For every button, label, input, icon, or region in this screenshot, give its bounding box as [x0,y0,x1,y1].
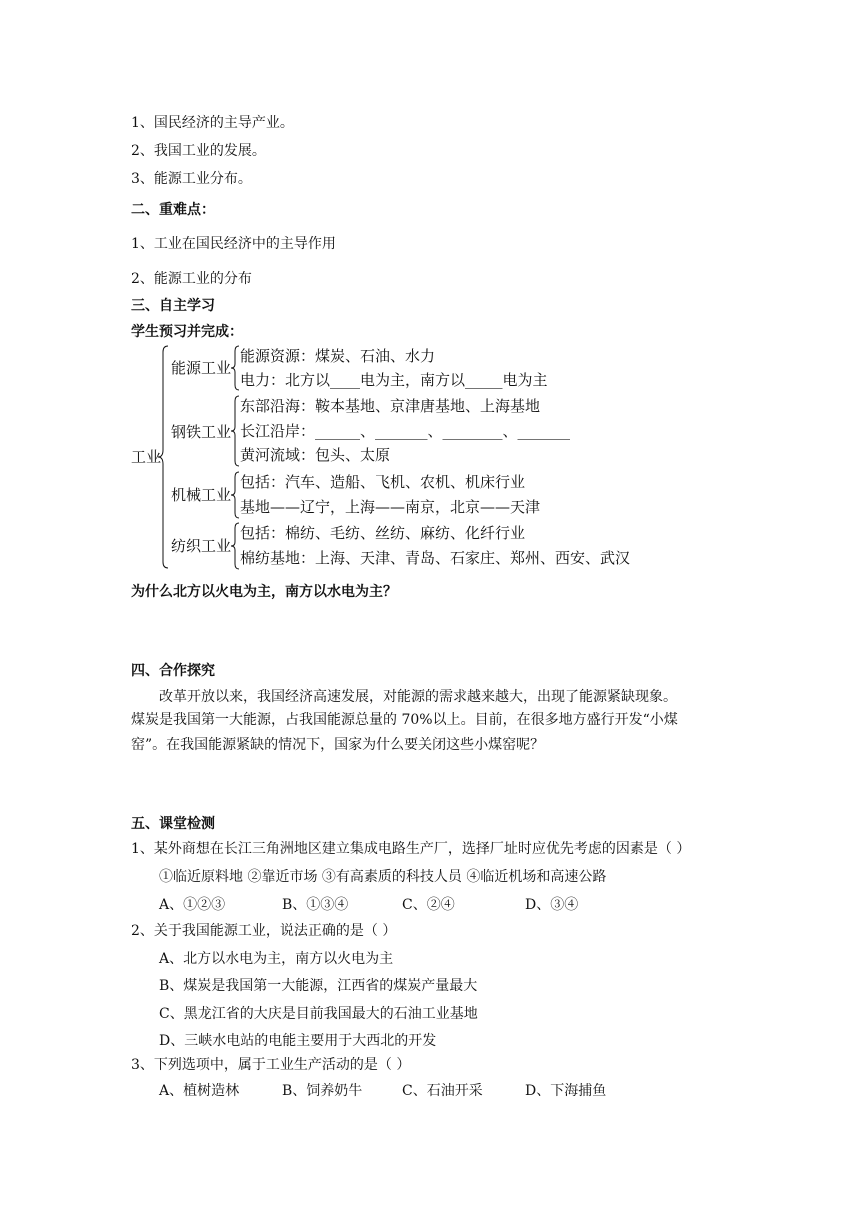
quiz-q3-choice-d: D、下海捕鱼 [525,1083,607,1099]
machinery-line-1: 包括：汽车、造船、飞机、农机、机床行业 [240,473,526,491]
key-point-2: 2、能源工业的分布 [131,271,252,287]
section-heading-key-points: 二、重难点： [131,202,215,218]
quiz-q1-choice-a: A、①②③ [159,897,226,913]
steel-line-1: 东部沿海：鞍本基地、京津唐基地、上海基地 [240,397,541,415]
quiz-q2-choice-a: A、北方以水电为主，南方以火电为主 [159,951,394,967]
focus-item-1: 1、国民经济的主导产业。 [131,115,294,131]
key-point-1: 1、工业在国民经济中的主导作用 [131,236,336,252]
section-heading-self-study: 三、自主学习 [131,298,215,314]
quiz-q1-stem: 1、某外商想在长江三角洲地区建立集成电路生产厂，选择厂址时应优先考虑的因素是（ ） [131,841,691,857]
quiz-q2-choice-d: D、三峡水电站的电能主要用于大西北的开发 [159,1033,437,1049]
focus-item-3: 3、能源工业分布。 [131,171,252,187]
focus-item-2: 2、我国工业的发展。 [131,143,266,159]
group-brace-textile [231,523,240,569]
diagram-root-label: 工业 [131,448,162,466]
steel-line-2: 长江沿岸：______、_______、________、_______ [240,422,571,440]
quiz-q1-options: ①临近原料地 ②靠近市场 ③有高素质的科技人员 ④临近机场和高速公路 [159,869,607,885]
quiz-q3-choice-b: B、饲养奶牛 [282,1083,363,1099]
group-brace-steel [231,396,240,466]
group-brace-machinery [231,472,240,518]
group-brace-energy [231,346,240,390]
quiz-q1-choice-d: D、③④ [525,897,579,913]
quiz-q2-choice-c: C、黑龙江省的大庆是目前我国最大的石油工业基地 [159,1006,478,1022]
section-heading-quiz: 五、课堂检测 [131,816,215,832]
quiz-q2-stem: 2、关于我国能源工业，说法正确的是（ ） [131,923,397,939]
quiz-q3-choice-a: A、植树造林 [159,1083,240,1099]
quiz-q1-choice-c: C、②④ [402,897,455,913]
section-heading-cooperative: 四、合作探究 [131,663,215,679]
textile-line-1: 包括：棉纺、毛纺、丝纺、麻纺、化纤行业 [240,524,526,542]
quiz-q2-choice-b: B、煤炭是我国第一大能源，江西省的煤炭产量最大 [159,978,478,994]
cooperative-para-line-2: 煤炭是我国第一大能源，占我国能源总量的 70%以上。目前，在很多地方盛行开发“小煤 [131,712,678,728]
discussion-question: 为什么北方以火电为主，南方以水电为主？ [131,584,397,600]
cooperative-para-line-3: 窑”。在我国能源紧缺的情况下，国家为什么要关闭这些小煤窑呢？ [131,737,545,753]
machinery-line-2: 基地——辽宁，上海——南京，北京——天津 [240,498,541,516]
energy-line-2: 电力：北方以____电为主，南方以_____电为主 [240,371,548,389]
cooperative-para-line-1: 改革开放以来，我国经济高速发展，对能源的需求越来越大，出现了能源紧缺现象。 [159,689,677,705]
group-label-machinery: 机械工业 [171,486,232,504]
steel-line-3: 黄河流域：包头、太原 [240,446,391,464]
quiz-q3-choice-c: C、石油开采 [402,1083,483,1099]
quiz-q3-stem: 3、下列选项中，属于工业生产活动的是（ ） [131,1057,411,1073]
group-label-steel: 钢铁工业 [171,423,232,441]
self-study-subheading: 学生预习并完成： [131,324,243,340]
group-label-energy: 能源工业 [171,359,232,377]
group-label-textile: 纺织工业 [171,537,232,555]
quiz-q1-choice-b: B、①③④ [282,897,349,913]
root-brace [158,346,170,568]
energy-line-1: 能源资源：煤炭、石油、水力 [240,347,436,365]
textile-line-2: 棉纺基地：上海、天津、青岛、石家庄、郑州、西安、武汉 [240,549,631,567]
